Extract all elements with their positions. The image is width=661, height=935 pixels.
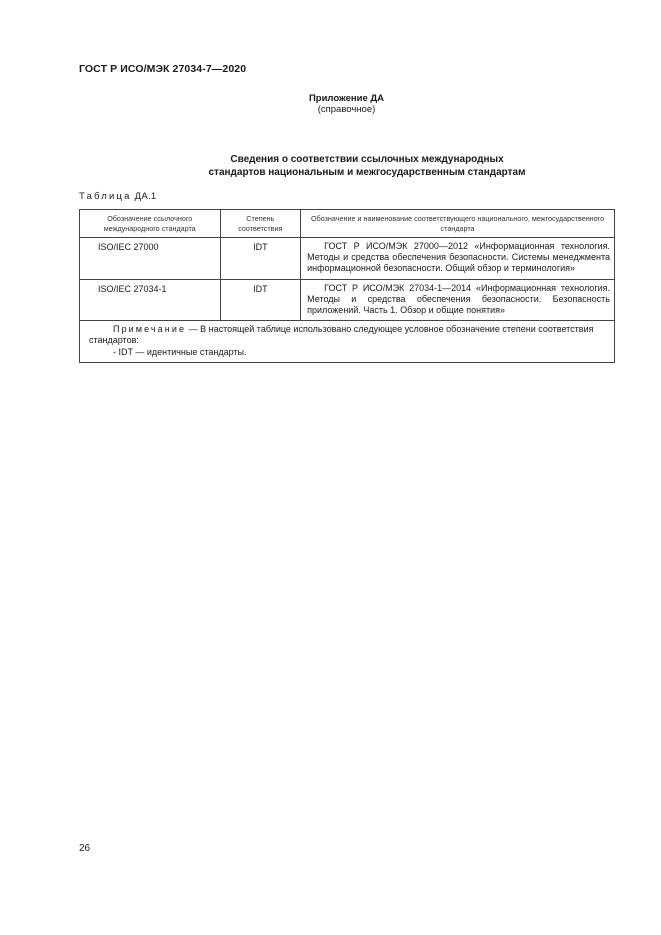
appendix-heading	[0, 93, 661, 115]
page-number: 26	[79, 843, 91, 854]
appendix-subtitle: (справочное)	[317, 104, 376, 115]
table-caption-word: Таблица	[79, 191, 132, 202]
header-cell-degree: Степень соответствия	[220, 210, 301, 238]
cell-national-standard: ГОСТ Р ИСО/МЭК 27034-1—2014 «Информационная технология. Методы и средства обеспечения безопасности. Безопасность приложений. Часть 1. Обзор и общие понятия»	[301, 279, 615, 321]
cell-degree: IDT	[220, 279, 301, 321]
table-note-row	[80, 321, 615, 363]
note-item: - IDT — идентичные стандарты.	[113, 346, 247, 357]
section-title	[79, 153, 615, 179]
reference-table	[79, 209, 615, 363]
header-cell-national-standard: Обозначение и наименование соответствующего национального, межгосударственного стандарта	[301, 210, 615, 238]
note-label: Примечание	[113, 324, 187, 335]
table-note	[80, 321, 615, 363]
section-title-line-2: стандартов национальным и межгосударственным стандартам	[208, 167, 526, 178]
table-header-row	[80, 210, 615, 238]
table-caption-number: ДА.1	[134, 191, 157, 202]
document-header: ГОСТ Р ИСО/МЭК 27034-7—2020	[79, 63, 247, 75]
table-row	[80, 238, 615, 280]
table-row	[80, 279, 615, 321]
note-text: — В настоящей таблице использовано следующее условное обозначение степени соответствия стандартов:	[89, 324, 594, 346]
cell-degree: IDT	[220, 238, 301, 280]
cell-national-standard: ГОСТ Р ИСО/МЭК 27000—2012 «Информационная технология. Методы и средства обеспечения безопасности. Системы менеджмента информационной безопасности. Общий обзор и терминология»	[301, 238, 615, 280]
appendix-title: Приложение ДА	[308, 93, 385, 104]
table-caption	[79, 191, 157, 202]
cell-reference-code: ISO/IEC 27000	[80, 238, 221, 280]
section-title-line-1: Сведения о соответствии ссылочных международных	[230, 154, 504, 165]
cell-reference-code: ISO/IEC 27034-1	[80, 279, 221, 321]
header-cell-reference: Обозначение ссылочного международного стандарта	[80, 210, 221, 238]
